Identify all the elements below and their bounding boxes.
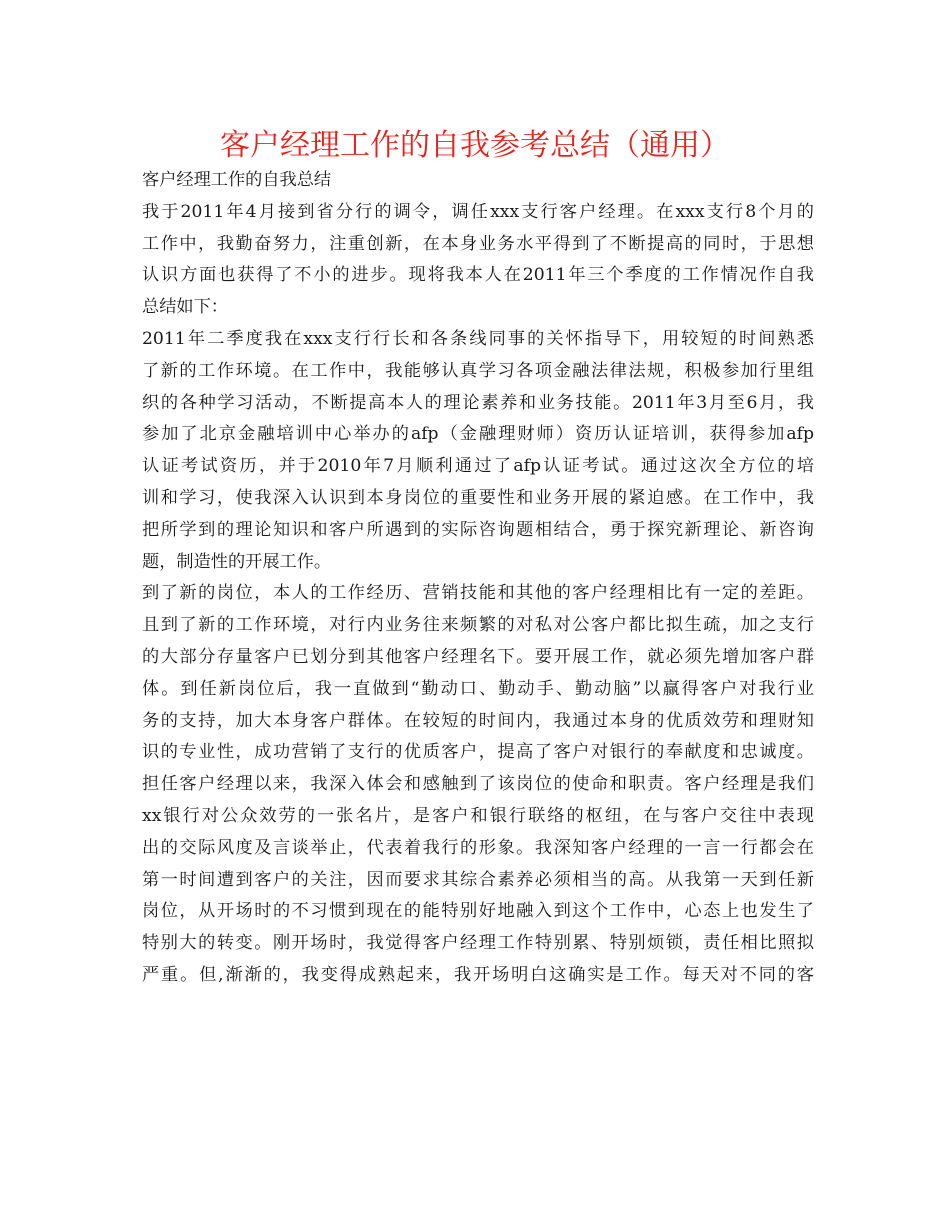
body-line: 训和学习，使我深入认识到本身岗位的重要性和业务开展的紧迫感。在工作中，我 [142,487,814,508]
document-body [142,165,814,992]
body-line: 认识方面也获得了不小的进步。现将我本人在2011年三个季度的工作情况作自我 [142,265,814,286]
body-line: 了新的工作环境。在工作中，我能够认真学习各项金融法律法规，积极参加行里组 [142,360,814,381]
document-title: 客户经理工作的自我参考总结（通用） [220,128,730,163]
body-line: 岗位，从开场时的不习惯到现在的能特别好地融入到这个工作中，心态上也发生了 [142,901,814,922]
body-line: 第一时间遭到客户的关注，因而要求其综合素养必须相当的高。从我第一天到任新 [142,869,814,890]
body-line: 出的交际风度及言谈举止，代表着我行的形象。我深知客户经理的一言一行都会在 [142,837,814,858]
body-line: 工作中，我勤奋努力，注重创新，在本身业务水平得到了不断提高的同时，于思想 [142,233,814,254]
body-line: 客户经理工作的自我总结 [142,170,332,190]
body-line: 题，制造性的开展工作。 [142,551,332,572]
body-line: 务的支持，加大本身客户群体。在较短的时间内，我通过本身的优质效劳和理财知 [142,710,814,731]
body-line: 总结如下： [142,297,228,318]
body-line: 特别大的转变。刚开场时，我觉得客户经理工作特别累、特别烦锁，责任相比照拟 [142,933,814,954]
body-line: 我于2011年4月接到省分行的调令，调任xxx支行客户经理。在xxx支行8个月的 [142,201,814,222]
body-line: 织的各种学习活动，不断提高本人的理论素养和业务技能。2011年3月至6月，我 [142,392,814,413]
body-line: 严重。但,渐渐的，我变得成熟起来，我开场明白这确实是工作。每天对不同的客 [142,964,814,985]
body-line: 把所学到的理论知识和客户所遇到的实际咨询题相结合，勇于探究新理论、新咨询 [142,519,814,540]
body-line: 担任客户经理以来，我深入体会和感触到了该岗位的使命和职责。客户经理是我们 [142,774,814,795]
body-line: 认证考试资历，并于2010年7月顺利通过了afp认证考试。通过这次全方位的培 [142,456,814,477]
body-line: 识的专业性，成功营销了支行的优质客户，提高了客户对银行的奉献度和忠诚度。 [142,742,814,763]
body-line: 体。到任新岗位后，我一直做到“勤动口、勤动手、勤动脑”以赢得客户对我行业 [142,678,814,699]
body-line: 且到了新的工作环境，对行内业务往来频繁的对私对公客户都比拟生疏，加之支行 [142,615,814,636]
body-line: 2011年二季度我在xxx支行行长和各条线同事的关怀指导下，用较短的时间熟悉 [142,328,814,349]
body-line: xx银行对公众效劳的一张名片，是客户和银行联络的枢纽，在与客户交往中表现 [142,805,814,826]
body-line: 参加了北京金融培训中心举办的afp（金融理财师）资历认证培训，获得参加afp [142,424,814,445]
body-line: 的大部分存量客户已划分到其他客户经理名下。要开展工作，就必须先增加客户群 [142,646,814,667]
body-line: 到了新的岗位，本人的工作经历、营销技能和其他的客户经理相比有一定的差距。 [142,583,814,604]
